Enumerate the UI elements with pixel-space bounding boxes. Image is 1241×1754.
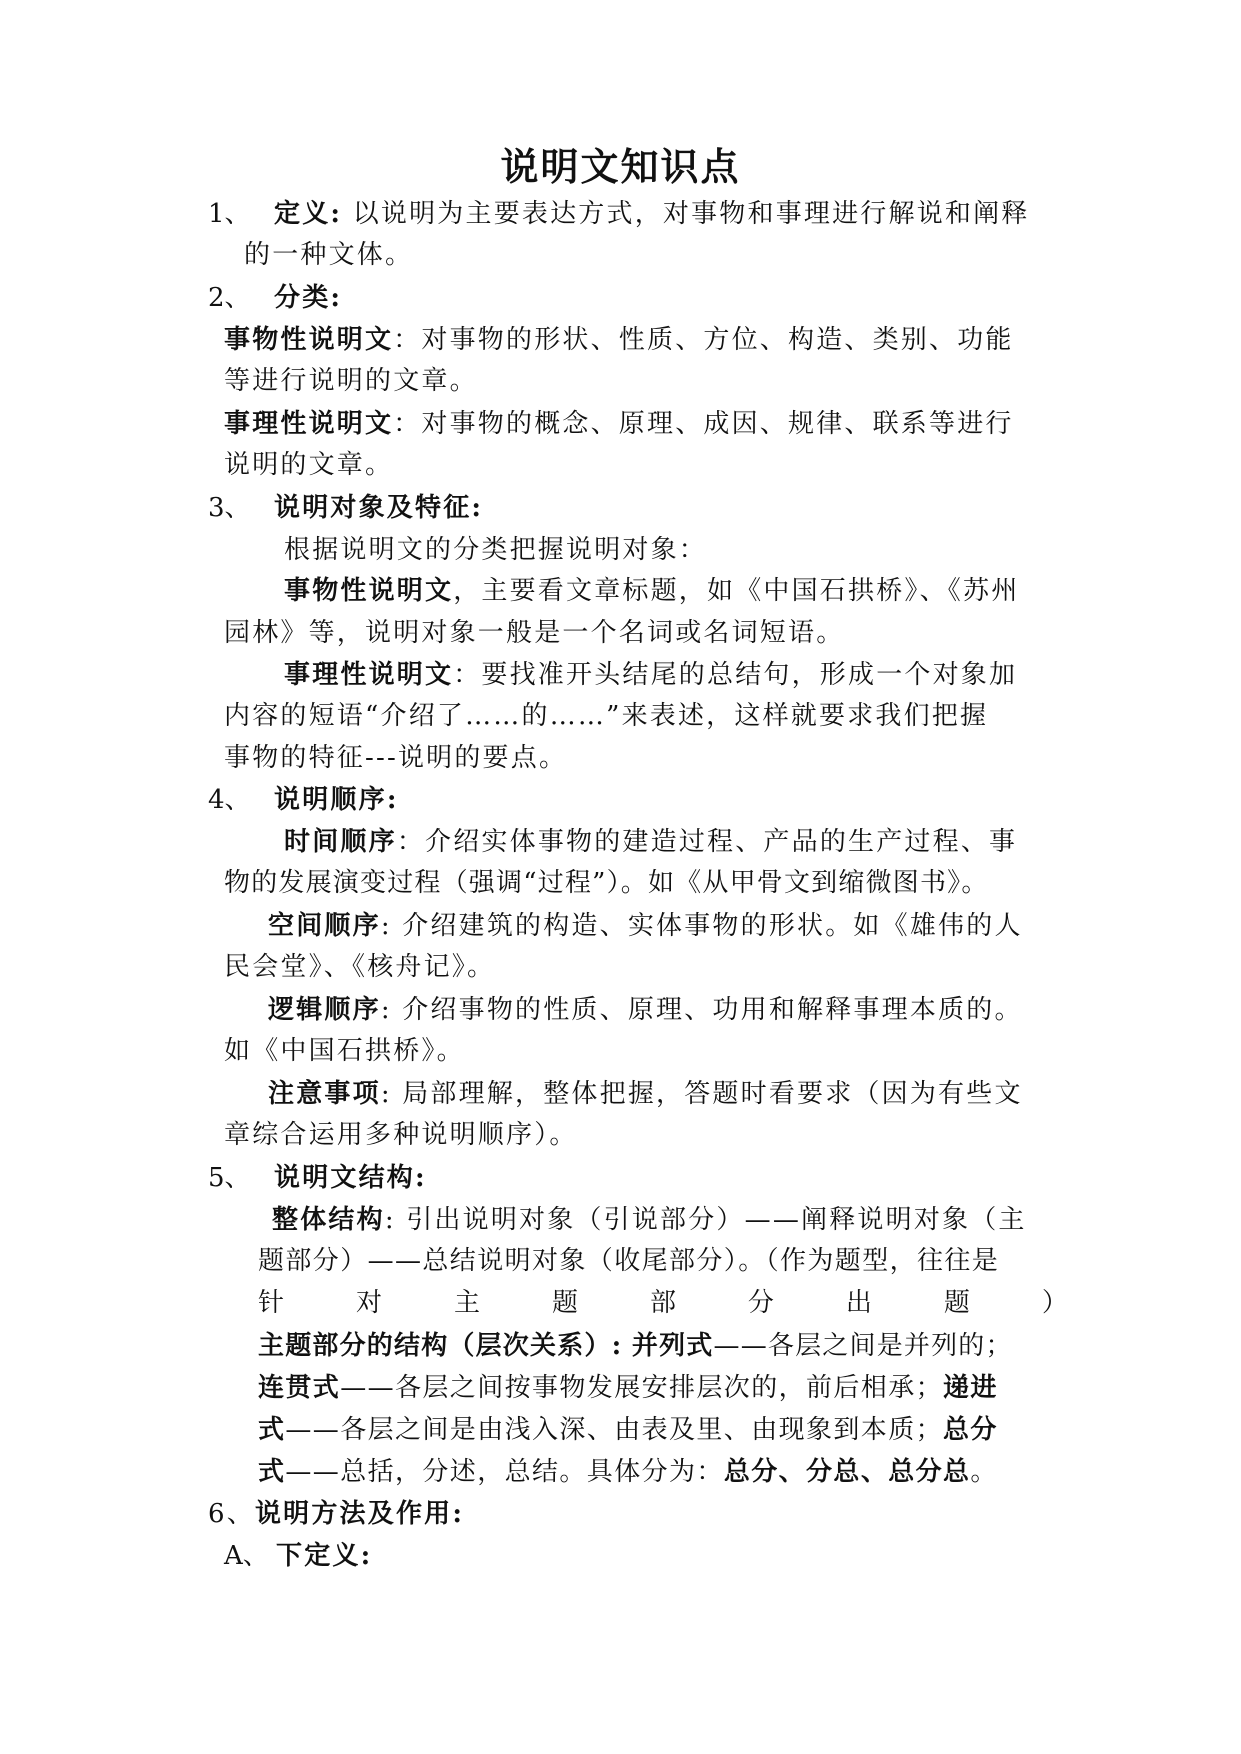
section-5-whole-text: : 引出说明对象（引说部分）——阐释说明对象（主 [384,1205,1027,1235]
spread-char: 部 [649,1288,676,1318]
section-2-b-line-1 [224,404,1014,444]
section-5-parallel-term: 并列式 [631,1331,714,1361]
spread-char: 题 [551,1288,578,1318]
section-5-sub-colon: : [611,1331,623,1361]
section-5-coherent-term: 连贯式 [258,1373,341,1403]
spread-char: 题 [943,1288,970,1318]
section-5-whole-line-1 [272,1200,1027,1240]
section-5-sub-term: 主题部分的结构（层次关系） [258,1331,612,1361]
section-5-general-term-1: 总分 [943,1415,998,1445]
section-4-space-line-2: 民会堂》、《核舟记》。 [224,952,496,982]
section-1-number: 1、 [208,199,251,229]
section-5-whole-line-2: 题部分）——总结说明对象（收尾部分）。（作为题型，往往是 [258,1246,1000,1276]
section-a-heading-line [224,1536,372,1576]
section-2-b-term: 事理性说明文 [224,409,394,439]
section-3-b-line-3: 事物的特征---说明的要点。 [224,743,568,773]
spread-text-row [258,1283,1068,1323]
section-2-a-line-2: 等进行说明的文章。 [224,366,478,396]
section-4-logic-text: : 介绍事物的性质、原理、功用和解释事理本质的。 [380,995,1023,1025]
section-5-progressive-term-1: 递进 [943,1373,998,1403]
section-2-number: 2、 [208,283,251,313]
section-5-sub-line-3 [258,1410,998,1450]
section-4-time-term: 时间顺序 [284,827,397,857]
section-4-time-line-2: 物的发展演变过程（强调“过程”）。如《从甲骨文到缩微图书》。 [224,868,989,898]
section-4-heading-line [208,780,399,820]
section-3-colon: : [471,493,484,523]
section-4-note-line-2: 章综合运用多种说明顺序）。 [224,1120,578,1150]
section-5-coherent-text: ——各层之间按事物发展安排层次的，前后相承； [340,1373,944,1403]
section-1-text: 以说明为主要表达方式，对事物和事理进行解说和阐释 [352,199,1030,229]
section-a-heading: 下定义 [276,1541,361,1571]
section-2-a-text: ：对事物的形状、性质、方位、构造、类别、功能 [393,325,1014,355]
spread-char: 出 [845,1288,872,1318]
section-3-a-line-2: 园林》等，说明对象一般是一个名词或名词短语。 [224,618,845,648]
section-3-b-line-1 [284,655,1017,695]
section-5-heading: 说明文结构 [274,1163,416,1193]
section-2-heading-line [208,278,342,318]
section-5-general-types: 总分、分总、总分总 [723,1457,971,1487]
section-4-time-line-1 [284,822,1017,862]
section-3-b-line-2: 内容的短语“介绍了……的……”来表述，这样就要求我们把握 [224,701,989,731]
section-3-b-text: ：要找准开头结尾的总结句，形成一个对象加 [453,660,1018,690]
section-5-progressive-text: ——各层之间是由浅入深、由表及里、由现象到本质； [285,1415,944,1445]
section-6-heading-line [208,1494,464,1534]
section-1-term: 定义 [274,199,331,229]
section-5-parallel-text: ——各层之间是并列的； [713,1331,1013,1361]
section-2-a-term: 事物性说明文 [224,325,394,355]
section-5-progressive-term-2: 式 [258,1415,286,1445]
section-5-sub-line-4 [258,1452,998,1492]
section-5-whole-term: 整体结构 [272,1205,385,1235]
section-3-heading: 说明对象及特征 [274,493,472,523]
section-3-intro: 根据说明文的分类把握说明对象： [284,535,708,565]
section-a-colon: : [360,1541,373,1571]
section-2-heading: 分类 [274,283,331,313]
page-title: 说明文知识点 [500,144,741,189]
section-4-logic-line-2: 如《中国石拱桥》。 [224,1036,465,1066]
section-4-number: 4、 [208,785,251,815]
section-4-space-term: 空间顺序 [268,911,381,941]
section-4-time-text: ：介绍实体事物的建造过程、产品的生产过程、事 [396,827,1018,857]
section-1-line-2: 的一种文体。 [244,240,414,270]
section-6-number: 6、 [208,1499,255,1529]
section-5-sub-line-1 [258,1326,1013,1366]
section-3-heading-line [208,488,483,528]
section-5-general-end: 。 [970,1457,998,1487]
section-4-colon: : [386,785,399,815]
section-5-sub-line-2 [258,1368,998,1408]
section-4-space-text: : 介绍建筑的构造、实体事物的形状。如《雄伟的人 [380,911,1023,941]
section-3-a-line-1 [284,571,1019,611]
section-2-b-line-2: 说明的文章。 [224,450,394,480]
section-4-heading: 说明顺序 [274,785,387,815]
section-2-a-line-1 [224,320,1014,360]
section-6-heading: 说明方法及作用 [254,1499,453,1529]
spread-char: 分 [747,1288,774,1318]
section-3-b-term: 事理性说明文 [284,660,454,690]
section-1-line-1 [208,194,1030,234]
spread-char: 主 [453,1288,480,1318]
section-5-heading-line [208,1158,427,1198]
section-4-logic-term: 逻辑顺序 [268,995,381,1025]
section-4-note-text: : 局部理解，整体把握，答题时看要求（因为有些文 [380,1079,1023,1109]
section-6-colon: : [452,1499,465,1529]
section-4-note-term: 注意事项 [268,1079,381,1109]
section-2-b-text: ：对事物的概念、原理、成因、规律、联系等进行 [393,409,1014,439]
section-2-colon: : [330,283,343,313]
section-5-number: 5、 [208,1163,251,1193]
spread-char: ） [1041,1288,1068,1318]
section-3-number: 3、 [208,493,251,523]
section-4-note-line-1 [268,1074,1023,1114]
section-4-logic-line-1 [268,990,1023,1030]
section-4-space-line-1 [268,906,1023,946]
spread-char: 针 [258,1288,285,1318]
section-5-general-text: ——总括，分述，总结。具体分为： [285,1457,724,1487]
spread-char: 对 [355,1288,382,1318]
section-5-whole-line-3 [258,1283,1068,1323]
section-5-general-term-2: 式 [258,1457,286,1487]
section-3-a-text: ，主要看文章标题，如《中国石拱桥》、《苏州 [453,576,1020,606]
section-3-a-term: 事物性说明文 [284,576,454,606]
section-1-colon: : [330,199,343,229]
section-a-number: A、 [224,1541,269,1571]
section-5-colon: : [415,1163,427,1193]
